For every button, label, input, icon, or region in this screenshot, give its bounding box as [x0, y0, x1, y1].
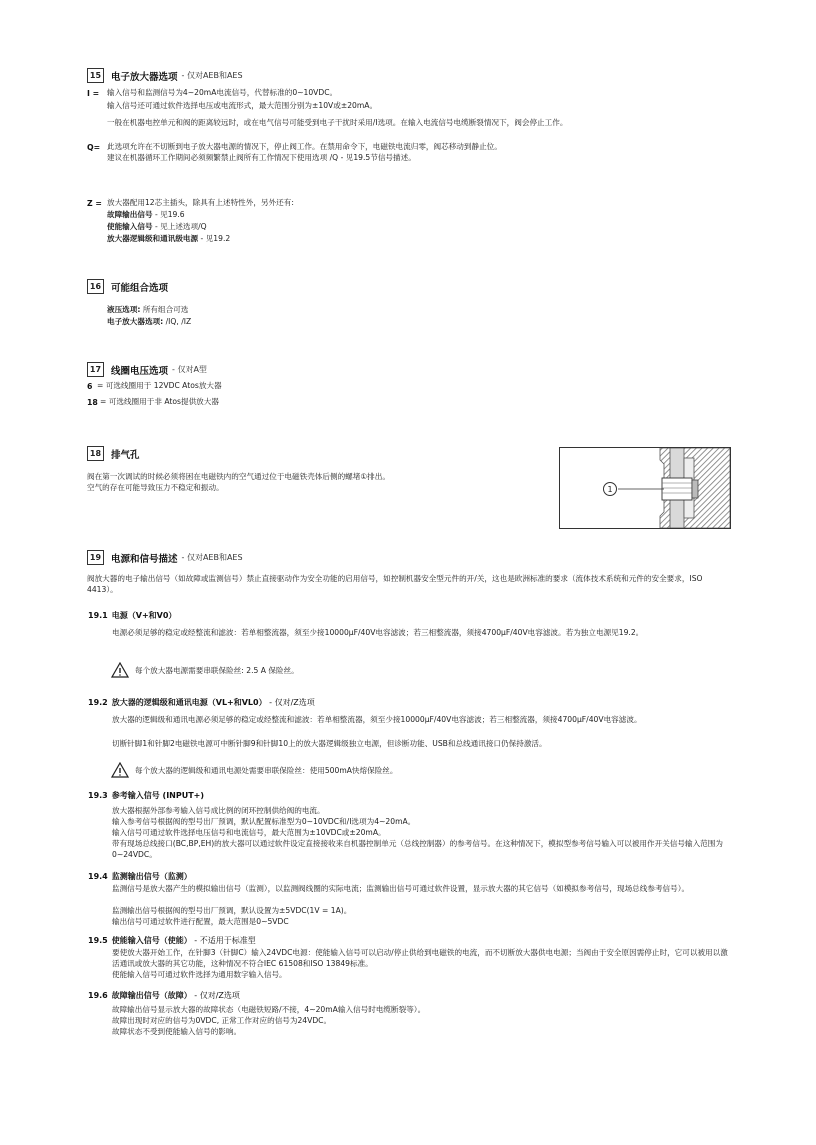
subsection-number: 19.3: [88, 791, 108, 800]
item-bold: 故障输出信号: [107, 210, 153, 219]
item-bold: 使能输入信号: [107, 222, 153, 231]
section-suffix: - 仅对AEB和AES: [181, 553, 243, 562]
paragraph: 监测信号是放大器产生的模拟输出信号（监测），以监测阀线圈的实际电流；监测输出信号可通过软件设置，显示放大器的其它信号（如模拟参考信号，现场总线参考信号）。: [112, 884, 690, 893]
option-z-item: [107, 234, 230, 245]
item-rest: - 见19.2: [198, 234, 231, 243]
subsection-number: 19.5: [88, 936, 108, 945]
section-19-header: [87, 550, 243, 565]
section-title: 可能组合选项: [111, 282, 169, 294]
paragraph: 放大器根据外部参考输入信号成比例的闭环控制供给阀的电流。: [112, 806, 325, 815]
section-number: 19: [87, 550, 104, 565]
paragraph: 使能输入信号可通过软件选择为通用数字输入信号。: [112, 970, 287, 979]
option-key-i: I =: [87, 89, 100, 98]
option-i-line: 输入信号还可通过软件选择电压或电流形式，最大范围分别为±10V或±20mA。: [107, 101, 378, 110]
option-i-line: 输入信号和监测信号为4~20mA电流信号，代替标准的0~10VDC。: [107, 88, 338, 97]
solenoid-drawing: [560, 448, 730, 528]
item-rest: - 见19.6: [152, 210, 185, 219]
paragraph: 放大器的逻辑级和通讯电源必须足够的稳定或经整流和滤波：若单相整流器，须至少接10000μF/40V电容滤波；若三相整流器，须接4700μF/40V电容滤波。: [112, 715, 642, 724]
warning-icon: [111, 762, 129, 778]
combination-row: [107, 305, 188, 316]
option-z-item: [107, 222, 207, 233]
row-value: 所有组合可选: [140, 305, 189, 314]
paragraph: 输入信号可通过软件选择电压信号和电流信号，最大范围为±10VDC或±20mA。: [112, 828, 386, 837]
warning-text: 每个放大器的逻辑级和通讯电源处需要串联保险丝：使用500mA快熔保险丝。: [135, 765, 398, 775]
subsection-title: 电源（V+和V0）: [111, 611, 177, 620]
warning-icon: [111, 662, 129, 678]
warning-note: [111, 662, 299, 678]
paragraph: 要使放大器开始工作，在针脚3（针脚C）输入24VDC电源：使能输入信号可以启动/停止供给到电磁铁的电流，而不切断放大器供电电源；当阀由于安全原因需停止时，它可以被用以激活通讯或放大器的其它功能，这种情况不符合IEC 61508和ISO 13849标准。: [112, 948, 728, 968]
paragraph: 电源必须足够的稳定或经整流和滤波：若单相整流器，须至少接10000μF/40V电容滤波；若三相整流器，须接4700μF/40V电容滤波。若为独立电源见19.2。: [112, 628, 644, 637]
subsection-header-19-3: [88, 790, 204, 801]
paragraph: 输出信号可通过软件进行配置，最大范围是0~5VDC: [112, 917, 289, 926]
option-i-line: 一般在机器电控单元和阀的距离较远时，或在电气信号可能受到电子干扰时采用/I选项。在输入电流信号电缆断裂情况下，阀会停止工作。: [107, 118, 568, 127]
subsection-number: 19.6: [88, 991, 108, 1000]
section-title: 电子放大器选项: [111, 71, 178, 83]
subsection-number: 19.2: [88, 698, 108, 707]
subsection-header-19-2: [88, 697, 315, 708]
section-title: 电源和信号描述: [111, 553, 178, 565]
row-label: 液压选项:: [107, 305, 141, 314]
item-rest: - 见上述选项/Q: [152, 222, 207, 231]
section-18-header: [87, 446, 140, 461]
section-number: 16: [87, 279, 104, 294]
paragraph: 监测输出信号根据阀的型号出厂预调，默认设置为±5VDC(1V = 1A)。: [112, 906, 352, 915]
option-key-q: Q=: [87, 143, 101, 152]
subsection-suffix: - 仅对/Z选项: [191, 991, 240, 1000]
subsection-header-19-4: [88, 871, 192, 882]
paragraph: 带有现场总线接口(BC,BP,EH)的放大器可以通过软件设定直接接收来自机器控制单元（总线控制器）的参考信号。在这种情况下，模拟型参考信号输入可以被用作开关信号输入范围为0~24VDC。: [112, 839, 723, 859]
item-bold: 放大器逻辑级和通讯级电源: [107, 234, 199, 243]
subsection-header-19-1: [88, 610, 176, 621]
warning-text: 每个放大器电源需要串联保险丝: 2.5 A 保险丝。: [135, 665, 299, 675]
section-number: 15: [87, 68, 104, 83]
subsection-title: 参考输入信号 (INPUT+): [111, 791, 205, 800]
bleed-text: 空气的存在可能导致压力不稳定和振动。: [87, 483, 224, 492]
section-suffix: - 仅对A型: [172, 365, 207, 374]
row-value: /IQ, /IZ: [163, 317, 192, 326]
paragraph: 故障出现时对应的信号为0VDC, 正常工作对应的信号为24VDC。: [112, 1016, 332, 1025]
section-number: 17: [87, 362, 104, 377]
option-q-line: 建议在机器循环工作期间必须频繁禁止阀所有工作情况下使用选项 /Q - 见19.5节信号描述。: [107, 153, 416, 162]
voltage-desc: = 可选线圈用于非 Atos提供放大器: [100, 397, 219, 406]
paragraph: 输入参考信号根据阀的型号出厂预调，默认配置标准型为0~10VDC和/I选项为4~20mA。: [112, 817, 416, 826]
option-q-line: 此选项允许在不切断到电子放大器电源的情况下，停止阀工作。在禁用命令下，电磁铁电流归零，阀芯移动到静止位。: [107, 142, 502, 151]
paragraph: 故障输出信号显示放大器的故障状态（电磁铁短路/不接，4~20mA输入信号时电缆断裂等）。: [112, 1005, 426, 1014]
bleed-text: 阀在第一次调试的时候必须将困在电磁铁内的空气通过位于电磁铁壳体后侧的螺堵①排出。: [87, 472, 390, 481]
paragraph: 切断针脚1和针脚2电磁铁电源可中断针脚9和针脚10上的放大器逻辑级独立电源，但诊断功能、USB和总线通讯接口仍保持激活。: [112, 739, 547, 748]
subsection-title: 放大器的逻辑级和通讯电源（VL+和VL0）: [111, 698, 267, 707]
subsection-suffix: - 仅对/Z选项: [266, 698, 315, 707]
subsection-title: 使能输入信号（使能）: [111, 936, 192, 945]
section-19-intro: 阀放大器的电子输出信号（如故障或监测信号）禁止直接驱动作为安全功能的启用信号，如控制机器安全型元件的开/关，这也是欧洲标准的要求（流体技术系统和元件的安全要求，ISO 4413）。: [87, 574, 703, 594]
subsection-title: 监测输出信号（监测）: [111, 872, 192, 881]
section-16-header: [87, 279, 168, 294]
callout-marker: 1: [603, 482, 617, 496]
section-15-header: [87, 68, 243, 83]
paragraph: 故障状态不受到使能输入信号的影响。: [112, 1027, 242, 1036]
section-title: 线圈电压选项: [111, 365, 169, 377]
subsection-header-19-6: [88, 990, 240, 1001]
combination-row: [107, 317, 191, 328]
row-label: 电子放大器选项:: [107, 317, 164, 326]
subsection-header-19-5: [88, 935, 256, 946]
option-z-item: [107, 210, 185, 221]
option-key-z: Z =: [87, 199, 102, 208]
voltage-desc: = 可选线圈用于 12VDC Atos放大器: [97, 381, 222, 390]
warning-note: [111, 762, 398, 778]
voltage-key: 6: [87, 382, 93, 391]
subsection-title: 故障输出信号（故障）: [111, 991, 192, 1000]
section-suffix: - 仅对AEB和AES: [181, 71, 243, 80]
subsection-number: 19.1: [88, 611, 108, 620]
option-z-line: 放大器配用12芯主插头，除具有上述特性外，另外还有:: [107, 198, 294, 207]
section-title: 排气孔: [111, 449, 140, 461]
subsection-suffix: - 不适用于标准型: [191, 936, 256, 945]
bleed-screw-figure: [559, 447, 731, 529]
section-number: 18: [87, 446, 104, 461]
section-17-header: [87, 362, 207, 377]
subsection-number: 19.4: [88, 872, 108, 881]
voltage-key: 18: [87, 398, 98, 407]
